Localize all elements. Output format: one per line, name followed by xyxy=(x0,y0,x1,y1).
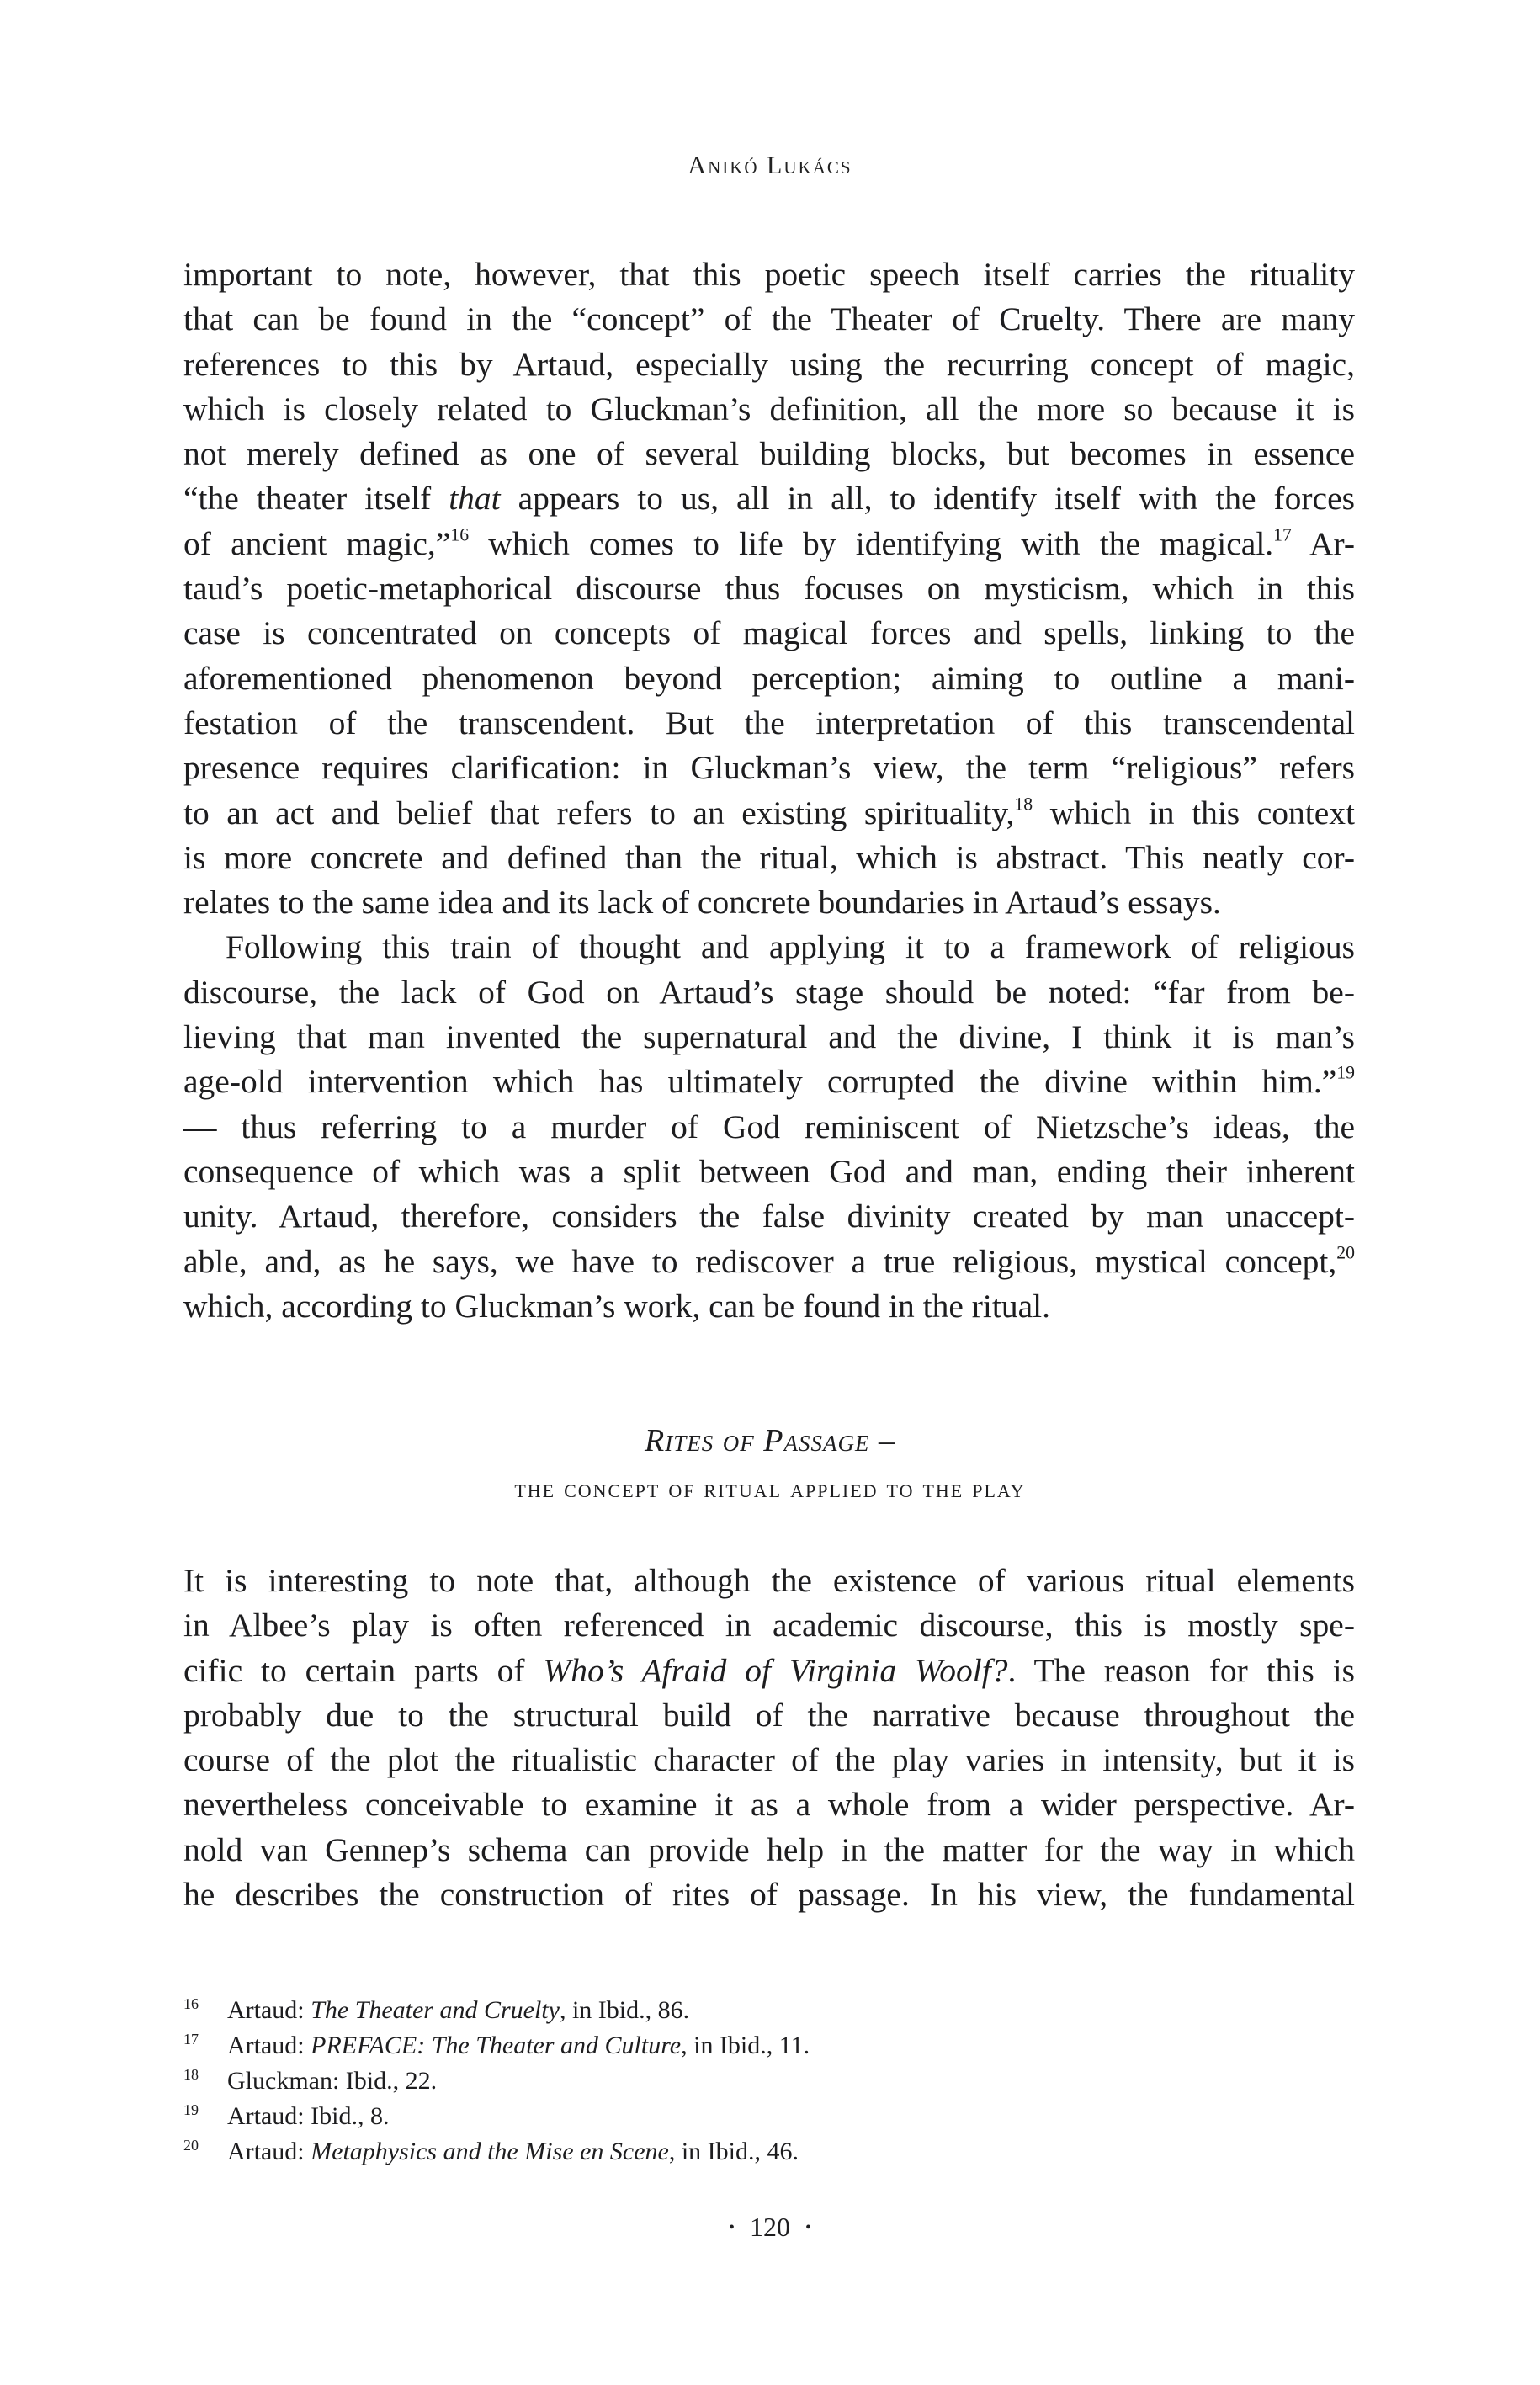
text-line: probably due to the structural build of the narrative because throughout the xyxy=(183,1696,1355,1734)
text-line: age-old intervention which has ultimately corrupted the divine within him.”$^{19}$ xyxy=(183,1063,1355,1101)
footnote-number: 16 xyxy=(183,1995,199,2012)
section-heading-title: Rites of Passage – xyxy=(645,1423,895,1458)
footnote-citation: , in Ibid., 11. xyxy=(681,2032,810,2059)
text-line: “the theater itself that appears to us, all in all, to identify itself with the forces xyxy=(183,480,1355,518)
footnote-ref[interactable]: 16 xyxy=(450,524,470,545)
footnote-number: 19 xyxy=(183,2101,199,2118)
page-number-footer xyxy=(0,2212,1540,2243)
text-line: consequence of which was a split between God and man, ending their inherent xyxy=(183,1152,1355,1190)
footnote-item xyxy=(183,1993,1355,2028)
text-line: he describes the construction of rites of passage. In his view, the fundamental xyxy=(183,1876,1355,1914)
footnote-ref[interactable]: 18 xyxy=(1014,794,1033,815)
running-head: Anikó Lukács xyxy=(688,151,852,179)
text-line: — thus referring to a murder of God reminiscent of Nietzsche’s ideas, the xyxy=(183,1108,1355,1145)
italic-title: Who’s Afraid of Virginia Woolf? xyxy=(543,1651,1008,1689)
text-line: in Albee’s play is often referenced in academic discourse, this is mostly spe- xyxy=(183,1607,1355,1644)
text-line: nold van Gennep’s schema can provide help in the matter for the way in which xyxy=(183,1830,1355,1868)
text-line: festation of the transcendent. But the interpretation of this transcendental xyxy=(183,704,1355,741)
footnote-item xyxy=(183,2134,1355,2170)
footnote-ref[interactable]: 20 xyxy=(1336,1242,1355,1263)
text-line: important to note, however, that this poetic speech itself carries the rituality xyxy=(183,256,1355,293)
text-line: references to this by Artaud, especially using the recurring concept of magic, xyxy=(183,345,1355,383)
text-line: aforementioned phenomenon beyond perception; aiming to outline a mani- xyxy=(183,659,1355,697)
text-line: Following this train of thought and applying it to a framework of religious xyxy=(226,928,1355,966)
text-line: which is closely related to Gluckman’s definition, all the more so because it is xyxy=(183,390,1355,428)
section-body-text xyxy=(183,1559,1355,1917)
text-line: presence requires clarification: in Gluckman’s view, the term “religious” refers xyxy=(183,749,1355,787)
page-number: 120 xyxy=(750,2212,790,2242)
text-line: to an act and belief that refers to an existing spirituality,$^{18}$ which in this context xyxy=(183,794,1356,831)
text-line: It is interesting to note that, although the existence of various ritual elements xyxy=(183,1562,1355,1599)
text-line: of ancient magic,”$^{16}$ which comes to life by identifying with the magical.$^{17}$ Ar- xyxy=(183,524,1355,562)
footnote-ref[interactable]: 19 xyxy=(1336,1063,1355,1084)
footnote-title: The Theater and Cruelty xyxy=(311,1996,560,2024)
footnote-number: 20 xyxy=(183,2137,199,2154)
text-line: is more concrete and defined than the ritual, which is abstract. This neatly cor- xyxy=(183,838,1355,876)
text-line: unity. Artaud, therefore, considers the false divinity created by man unaccept- xyxy=(183,1198,1355,1235)
text-line: lieving that man invented the supernatural and the divine, I think it is man’s xyxy=(183,1018,1355,1056)
section-heading-subtitle: the concept of ritual applied to the play xyxy=(514,1473,1026,1503)
ornament-right: • xyxy=(805,2218,812,2237)
text-line: able, and, as he says, we have to rediscover a true religious, mystical concept,$^{20}$ xyxy=(183,1242,1355,1280)
text-line: case is concentrated on concepts of magical forces and spells, linking to the xyxy=(183,614,1355,652)
footnote-author: Artaud: Ibid., 8. xyxy=(227,2102,390,2130)
footnotes xyxy=(183,1993,1355,2170)
text-line: taud’s poetic-metaphorical discourse thus focuses on mysticism, which in this xyxy=(183,570,1355,608)
footnote-citation: , in Ibid., 86. xyxy=(559,1996,690,2024)
footnote-ref[interactable]: 17 xyxy=(1273,524,1292,545)
text-line: which, according to Gluckman’s work, can be found in the ritual. xyxy=(183,1287,1051,1325)
footnote-author: Artaud: xyxy=(227,1996,311,2024)
footnote-author: Gluckman: Ibid., 22. xyxy=(227,2067,438,2095)
footnote-citation: , in Ibid., 46. xyxy=(668,2138,799,2165)
footnote-title: Metaphysics and the Mise en Scene xyxy=(311,2138,669,2165)
footnote-author: Artaud: xyxy=(227,2138,311,2165)
footnote-item xyxy=(183,2028,1355,2064)
footnote-number: 17 xyxy=(183,2031,199,2048)
footnote-title: PREFACE: The Theater and Culture xyxy=(311,2032,682,2059)
text-line: course of the plot the ritualistic character of the play varies in intensity, but it is xyxy=(183,1741,1355,1779)
body-text xyxy=(183,252,1355,1329)
text-line: relates to the same idea and its lack of concrete boundaries in Artaud’s essays. xyxy=(183,884,1221,922)
text-line: that can be found in the “concept” of the Theater of Cruelty. There are many xyxy=(183,300,1355,338)
text-line: nevertheless conceivable to examine it as a whole from a wider perspective. Ar- xyxy=(183,1786,1355,1824)
text-line: cific to certain parts of Who’s Afraid of Virginia Woolf?. The reason for this is xyxy=(183,1651,1355,1689)
footnote-item xyxy=(183,2064,1355,2099)
text-line: not merely defined as one of several building blocks, but becomes in essence xyxy=(183,435,1355,473)
footnote-author: Artaud: xyxy=(227,2032,311,2059)
footnote-item xyxy=(183,2099,1355,2134)
ornament-left: • xyxy=(728,2218,735,2237)
footnote-number: 18 xyxy=(183,2066,199,2083)
italic-title: that xyxy=(449,480,501,518)
text-line: discourse, the lack of God on Artaud’s stage should be noted: “far from be- xyxy=(183,973,1355,1011)
